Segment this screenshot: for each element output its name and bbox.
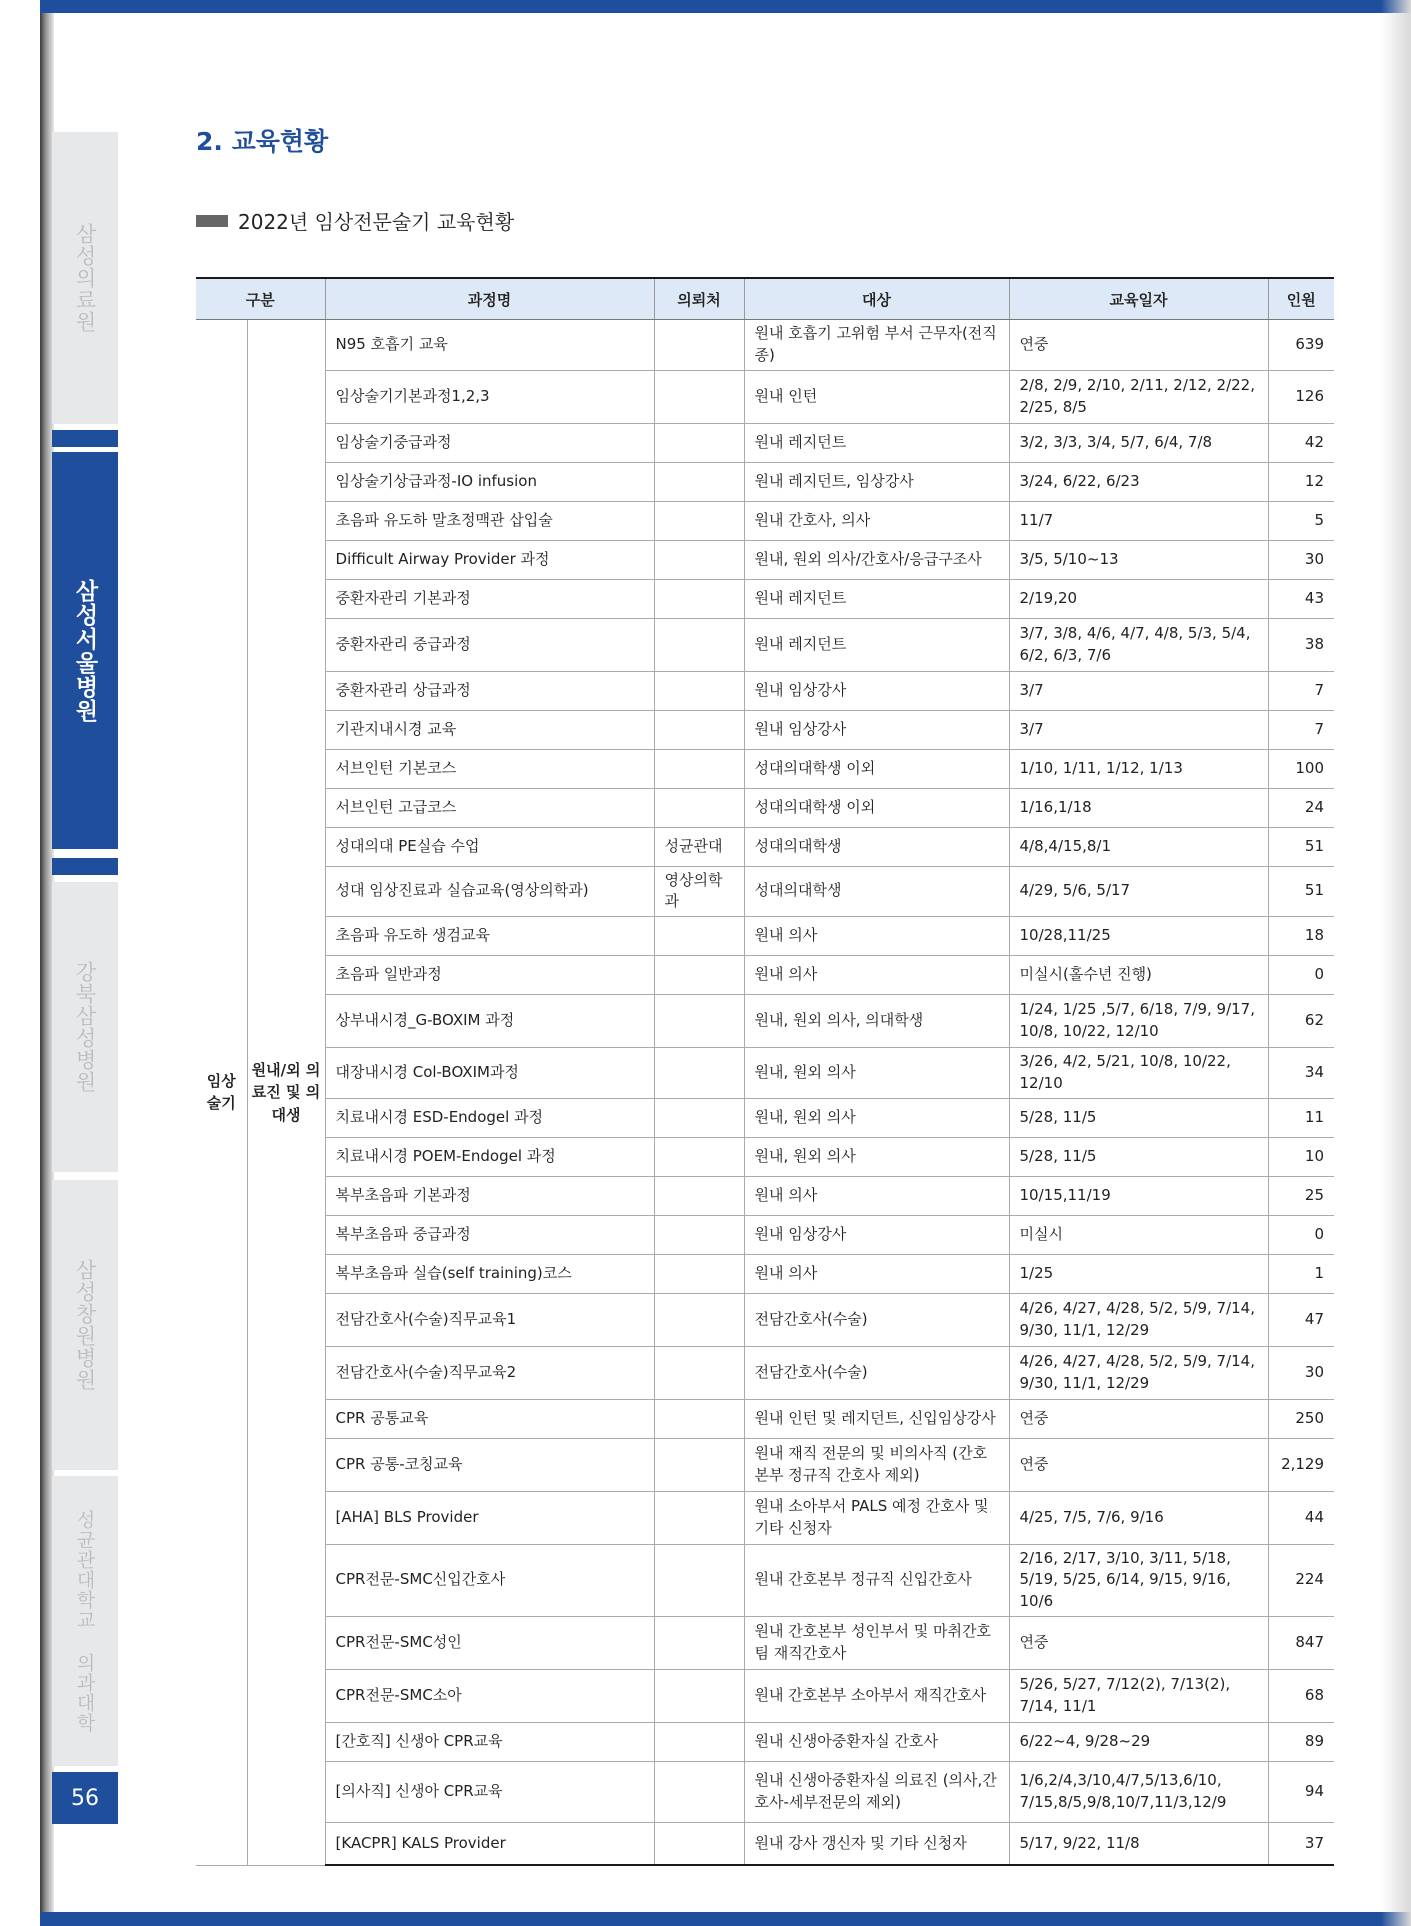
target-cell: 원내, 원외 의사, 의대학생 xyxy=(744,995,1009,1048)
table-row xyxy=(196,1293,1334,1346)
table-row xyxy=(196,671,1334,710)
count-cell: 0 xyxy=(1268,956,1334,995)
course-cell: 성대 임상진료과 실습교육(영상의학과) xyxy=(325,866,654,917)
target-cell: 원내 인턴 및 레지던트, 신입임상강사 xyxy=(744,1399,1009,1438)
header-requester: 의뢰처 xyxy=(654,278,744,320)
requester-cell: 영상의학과 xyxy=(654,866,744,917)
table-row xyxy=(196,1491,1334,1544)
target-cell: 원내 의사 xyxy=(744,1176,1009,1215)
requester-cell xyxy=(654,370,744,423)
requester-cell xyxy=(654,710,744,749)
table-body xyxy=(196,320,1334,1866)
course-cell: 중환자관리 중급과정 xyxy=(325,618,654,671)
target-cell: 원내 레지던트 xyxy=(744,423,1009,462)
target-cell: 원내 간호본부 정규직 신입간호사 xyxy=(744,1544,1009,1616)
course-cell: N95 호흡기 교육 xyxy=(325,320,654,371)
date-cell: 10/28,11/25 xyxy=(1009,917,1268,956)
requester-cell xyxy=(654,1254,744,1293)
table-row xyxy=(196,749,1334,788)
date-cell: 3/7 xyxy=(1009,671,1268,710)
date-cell: 3/2, 3/3, 3/4, 5/7, 6/4, 7/8 xyxy=(1009,423,1268,462)
course-cell: 치료내시경 ESD-Endogel 과정 xyxy=(325,1098,654,1137)
page-number: 56 xyxy=(52,1772,118,1824)
category-group-cell: 임상 술기 xyxy=(196,320,247,1866)
target-cell: 원내, 원외 의사 xyxy=(744,1137,1009,1176)
course-cell: 임상술기중급과정 xyxy=(325,423,654,462)
count-cell: 37 xyxy=(1268,1822,1334,1865)
table-row xyxy=(196,579,1334,618)
date-cell: 1/16,1/18 xyxy=(1009,788,1268,827)
count-cell: 68 xyxy=(1268,1669,1334,1722)
target-cell: 원내 레지던트 xyxy=(744,579,1009,618)
date-cell: 2/8, 2/9, 2/10, 2/11, 2/12, 2/22, 2/25, 8/5 xyxy=(1009,370,1268,423)
date-cell: 연중 xyxy=(1009,1438,1268,1491)
course-cell: 대장내시경 Col-BOXIM과정 xyxy=(325,1048,654,1099)
top-accent-bar xyxy=(40,0,1411,13)
requester-cell xyxy=(654,956,744,995)
requester-cell xyxy=(654,1293,744,1346)
target-cell: 성대의대학생 xyxy=(744,827,1009,866)
date-cell: 11/7 xyxy=(1009,501,1268,540)
course-cell: 복부초음파 기본과정 xyxy=(325,1176,654,1215)
requester-cell xyxy=(654,917,744,956)
target-cell: 원내 신생아중환자실 간호사 xyxy=(744,1722,1009,1761)
target-cell: 원내 의사 xyxy=(744,1254,1009,1293)
requester-cell xyxy=(654,1761,744,1822)
course-cell: CPR전문-SMC소아 xyxy=(325,1669,654,1722)
course-cell: 복부초음파 중급과정 xyxy=(325,1215,654,1254)
course-cell: 치료내시경 POEM-Endogel 과정 xyxy=(325,1137,654,1176)
count-cell: 51 xyxy=(1268,866,1334,917)
table-row xyxy=(196,866,1334,917)
date-cell: 5/17, 9/22, 11/8 xyxy=(1009,1822,1268,1865)
count-cell: 34 xyxy=(1268,1048,1334,1099)
target-cell: 원내 간호본부 소아부서 재직간호사 xyxy=(744,1669,1009,1722)
count-cell: 11 xyxy=(1268,1098,1334,1137)
target-cell: 성대의대학생 이외 xyxy=(744,788,1009,827)
count-cell: 224 xyxy=(1268,1544,1334,1616)
count-cell: 2,129 xyxy=(1268,1438,1334,1491)
count-cell: 250 xyxy=(1268,1399,1334,1438)
table-row xyxy=(196,956,1334,995)
header-category: 구분 xyxy=(196,278,325,320)
side-tab-label: 삼성의료원 xyxy=(73,223,97,333)
date-cell: 5/26, 5/27, 7/12(2), 7/13(2), 7/14, 11/1 xyxy=(1009,1669,1268,1722)
table-row xyxy=(196,1544,1334,1616)
date-cell: 4/26, 4/27, 4/28, 5/2, 5/9, 7/14, 9/30, 11/1, 12/29 xyxy=(1009,1293,1268,1346)
count-cell: 5 xyxy=(1268,501,1334,540)
target-cell: 원내 임상강사 xyxy=(744,710,1009,749)
date-cell: 연중 xyxy=(1009,320,1268,371)
count-cell: 30 xyxy=(1268,1346,1334,1399)
target-cell: 성대의대학생 이외 xyxy=(744,749,1009,788)
table-row xyxy=(196,1346,1334,1399)
table-row xyxy=(196,1399,1334,1438)
table-row xyxy=(196,1761,1334,1822)
side-tab-label: 삼성창원병원 xyxy=(73,1259,97,1391)
course-cell: 서브인턴 기본코스 xyxy=(325,749,654,788)
requester-cell xyxy=(654,462,744,501)
page-right-shade xyxy=(1381,0,1411,1926)
requester-cell xyxy=(654,1491,744,1544)
requester-cell xyxy=(654,1137,744,1176)
table-subtitle xyxy=(196,206,514,235)
table-row xyxy=(196,423,1334,462)
table-row xyxy=(196,1438,1334,1491)
target-cell: 전담간호사(수술) xyxy=(744,1293,1009,1346)
count-cell: 7 xyxy=(1268,710,1334,749)
date-cell: 1/10, 1/11, 1/12, 1/13 xyxy=(1009,749,1268,788)
requester-cell xyxy=(654,1346,744,1399)
count-cell: 25 xyxy=(1268,1176,1334,1215)
table-row xyxy=(196,1215,1334,1254)
count-cell: 126 xyxy=(1268,370,1334,423)
side-tab-label: 성균관대학교 의과대학 xyxy=(73,1509,96,1733)
target-cell: 원내, 원외 의사 xyxy=(744,1098,1009,1137)
date-cell: 미실시(홀수년 진행) xyxy=(1009,956,1268,995)
course-cell: Difficult Airway Provider 과정 xyxy=(325,540,654,579)
course-cell: 서브인턴 고급코스 xyxy=(325,788,654,827)
date-cell: 5/28, 11/5 xyxy=(1009,1137,1268,1176)
course-cell: 초음파 유도하 말초정맥관 삽입술 xyxy=(325,501,654,540)
side-tab-accent xyxy=(52,858,118,875)
requester-cell xyxy=(654,995,744,1048)
count-cell: 24 xyxy=(1268,788,1334,827)
course-cell: 중환자관리 기본과정 xyxy=(325,579,654,618)
audience-group-cell: 원내/외 의료진 및 의대생 xyxy=(247,320,325,1866)
side-tab-accent xyxy=(52,430,118,447)
date-cell: 1/25 xyxy=(1009,1254,1268,1293)
count-cell: 42 xyxy=(1268,423,1334,462)
date-cell: 1/6,2/4,3/10,4/7,5/13,6/10, 7/15,8/5,9/8,10/7,11/3,12/9 xyxy=(1009,1761,1268,1822)
table-row xyxy=(196,827,1334,866)
course-cell: 초음파 일반과정 xyxy=(325,956,654,995)
requester-cell xyxy=(654,1048,744,1099)
header-course: 과정명 xyxy=(325,278,654,320)
requester-cell: 성균관대 xyxy=(654,827,744,866)
date-cell: 3/26, 4/2, 5/21, 10/8, 10/22, 12/10 xyxy=(1009,1048,1268,1099)
table-row xyxy=(196,995,1334,1048)
table-row xyxy=(196,540,1334,579)
target-cell: 원내 간호사, 의사 xyxy=(744,501,1009,540)
count-cell: 639 xyxy=(1268,320,1334,371)
side-tab-kangbuk-samsung-hospital xyxy=(52,882,118,1172)
count-cell: 89 xyxy=(1268,1722,1334,1761)
side-tab-skku-medical-school xyxy=(52,1476,118,1766)
requester-cell xyxy=(654,1098,744,1137)
target-cell: 원내, 원외 의사/간호사/응급구조사 xyxy=(744,540,1009,579)
target-cell: 원내 소아부서 PALS 예정 간호사 및 기타 신청자 xyxy=(744,1491,1009,1544)
table-row xyxy=(196,1822,1334,1865)
subtitle-text: 2022년 임상전문술기 교육현황 xyxy=(238,210,515,234)
requester-cell xyxy=(654,788,744,827)
count-cell: 7 xyxy=(1268,671,1334,710)
count-cell: 10 xyxy=(1268,1137,1334,1176)
date-cell: 4/25, 7/5, 7/6, 9/16 xyxy=(1009,1491,1268,1544)
count-cell: 1 xyxy=(1268,1254,1334,1293)
date-cell: 3/7, 3/8, 4/6, 4/7, 4/8, 5/3, 5/4, 6/2, 6/3, 7/6 xyxy=(1009,618,1268,671)
count-cell: 38 xyxy=(1268,618,1334,671)
target-cell: 원내 의사 xyxy=(744,956,1009,995)
course-cell: 전담간호사(수술)직무교육1 xyxy=(325,1293,654,1346)
requester-cell xyxy=(654,1722,744,1761)
education-status-table xyxy=(196,277,1334,1866)
course-cell: 전담간호사(수술)직무교육2 xyxy=(325,1346,654,1399)
target-cell: 전담간호사(수술) xyxy=(744,1346,1009,1399)
count-cell: 18 xyxy=(1268,917,1334,956)
target-cell: 원내 임상강사 xyxy=(744,671,1009,710)
count-cell: 47 xyxy=(1268,1293,1334,1346)
target-cell: 성대의대학생 xyxy=(744,866,1009,917)
course-cell: CPR 공통교육 xyxy=(325,1399,654,1438)
target-cell: 원내 인턴 xyxy=(744,370,1009,423)
requester-cell xyxy=(654,1822,744,1865)
course-cell: CPR전문-SMC성인 xyxy=(325,1616,654,1669)
date-cell: 미실시 xyxy=(1009,1215,1268,1254)
table-row xyxy=(196,1722,1334,1761)
course-cell: 상부내시경_G-BOXIM 과정 xyxy=(325,995,654,1048)
side-tab-samsung-medical-center xyxy=(52,132,118,424)
target-cell: 원내 임상강사 xyxy=(744,1215,1009,1254)
side-tab-label: 삼성서울병원 xyxy=(71,578,98,723)
table-row xyxy=(196,917,1334,956)
header-target: 대상 xyxy=(744,278,1009,320)
requester-cell xyxy=(654,1669,744,1722)
count-cell: 30 xyxy=(1268,540,1334,579)
bottom-accent-bar xyxy=(40,1912,1411,1926)
course-cell: [KACPR] KALS Provider xyxy=(325,1822,654,1865)
course-cell: 성대의대 PE실습 수업 xyxy=(325,827,654,866)
date-cell: 연중 xyxy=(1009,1399,1268,1438)
table-row xyxy=(196,710,1334,749)
course-cell: CPR 공통-코칭교육 xyxy=(325,1438,654,1491)
target-cell: 원내 호흡기 고위험 부서 근무자(전직종) xyxy=(744,320,1009,371)
requester-cell xyxy=(654,1215,744,1254)
header-count: 인원 xyxy=(1268,278,1334,320)
requester-cell xyxy=(654,1438,744,1491)
subtitle-marker-icon xyxy=(196,215,228,227)
requester-cell xyxy=(654,671,744,710)
date-cell: 4/29, 5/6, 5/17 xyxy=(1009,866,1268,917)
target-cell: 원내 강사 갱신자 및 기타 신청자 xyxy=(744,1822,1009,1865)
side-tab-samsung-seoul-hospital xyxy=(52,452,118,849)
course-cell: [AHA] BLS Provider xyxy=(325,1491,654,1544)
course-cell: 복부초음파 실습(self training)코스 xyxy=(325,1254,654,1293)
table-header-row xyxy=(196,278,1334,320)
requester-cell xyxy=(654,579,744,618)
header-date: 교육일자 xyxy=(1009,278,1268,320)
requester-cell xyxy=(654,501,744,540)
date-cell: 1/24, 1/25 ,5/7, 6/18, 7/9, 9/17, 10/8, 10/22, 12/10 xyxy=(1009,995,1268,1048)
count-cell: 51 xyxy=(1268,827,1334,866)
target-cell: 원내, 원외 의사 xyxy=(744,1048,1009,1099)
date-cell: 3/7 xyxy=(1009,710,1268,749)
target-cell: 원내 의사 xyxy=(744,917,1009,956)
date-cell: 4/8,4/15,8/1 xyxy=(1009,827,1268,866)
date-cell: 5/28, 11/5 xyxy=(1009,1098,1268,1137)
section-title: 2. 교육현황 xyxy=(196,127,329,156)
table-row xyxy=(196,1098,1334,1137)
requester-cell xyxy=(654,1399,744,1438)
date-cell: 3/5, 5/10~13 xyxy=(1009,540,1268,579)
requester-cell xyxy=(654,320,744,371)
count-cell: 100 xyxy=(1268,749,1334,788)
course-cell: [의사직] 신생아 CPR교육 xyxy=(325,1761,654,1822)
table-row xyxy=(196,1254,1334,1293)
course-cell: 임상술기기본과정1,2,3 xyxy=(325,370,654,423)
count-cell: 0 xyxy=(1268,1215,1334,1254)
count-cell: 62 xyxy=(1268,995,1334,1048)
target-cell: 원내 신생아중환자실 의료진 (의사,간호사-세부전문의 제외) xyxy=(744,1761,1009,1822)
course-cell: 중환자관리 상급과정 xyxy=(325,671,654,710)
date-cell: 6/22~4, 9/28~29 xyxy=(1009,1722,1268,1761)
side-tab-label: 강북삼성병원 xyxy=(73,961,97,1093)
course-cell: 임상술기상급과정-IO infusion xyxy=(325,462,654,501)
table-row xyxy=(196,1616,1334,1669)
side-tab-samsung-changwon-hospital xyxy=(52,1180,118,1470)
count-cell: 43 xyxy=(1268,579,1334,618)
requester-cell xyxy=(654,540,744,579)
course-cell: 기관지내시경 교육 xyxy=(325,710,654,749)
count-cell: 12 xyxy=(1268,462,1334,501)
table-row xyxy=(196,501,1334,540)
course-cell: 초음파 유도하 생검교육 xyxy=(325,917,654,956)
date-cell: 4/26, 4/27, 4/28, 5/2, 5/9, 7/14, 9/30, 11/1, 12/29 xyxy=(1009,1346,1268,1399)
course-cell: CPR전문-SMC신입간호사 xyxy=(325,1544,654,1616)
table-row xyxy=(196,462,1334,501)
table-row xyxy=(196,1176,1334,1215)
target-cell: 원내 간호본부 성인부서 및 마취간호팀 재직간호사 xyxy=(744,1616,1009,1669)
table-row xyxy=(196,788,1334,827)
table-row xyxy=(196,1669,1334,1722)
requester-cell xyxy=(654,1176,744,1215)
count-cell: 847 xyxy=(1268,1616,1334,1669)
requester-cell xyxy=(654,749,744,788)
target-cell: 원내 재직 전문의 및 비의사직 (간호본부 정규직 간호사 제외) xyxy=(744,1438,1009,1491)
date-cell: 3/24, 6/22, 6/23 xyxy=(1009,462,1268,501)
requester-cell xyxy=(654,618,744,671)
count-cell: 94 xyxy=(1268,1761,1334,1822)
table-row xyxy=(196,370,1334,423)
course-cell: [간호직] 신생아 CPR교육 xyxy=(325,1722,654,1761)
requester-cell xyxy=(654,423,744,462)
date-cell: 2/19,20 xyxy=(1009,579,1268,618)
date-cell: 10/15,11/19 xyxy=(1009,1176,1268,1215)
count-cell: 44 xyxy=(1268,1491,1334,1544)
requester-cell xyxy=(654,1544,744,1616)
target-cell: 원내 레지던트 xyxy=(744,618,1009,671)
date-cell: 2/16, 2/17, 3/10, 3/11, 5/18, 5/19, 5/25, 6/14, 9/15, 9/16, 10/6 xyxy=(1009,1544,1268,1616)
table-row xyxy=(196,1048,1334,1099)
requester-cell xyxy=(654,1616,744,1669)
table-row xyxy=(196,618,1334,671)
table-row xyxy=(196,320,1334,371)
date-cell: 연중 xyxy=(1009,1616,1268,1669)
target-cell: 원내 레지던트, 임상강사 xyxy=(744,462,1009,501)
table-row xyxy=(196,1137,1334,1176)
